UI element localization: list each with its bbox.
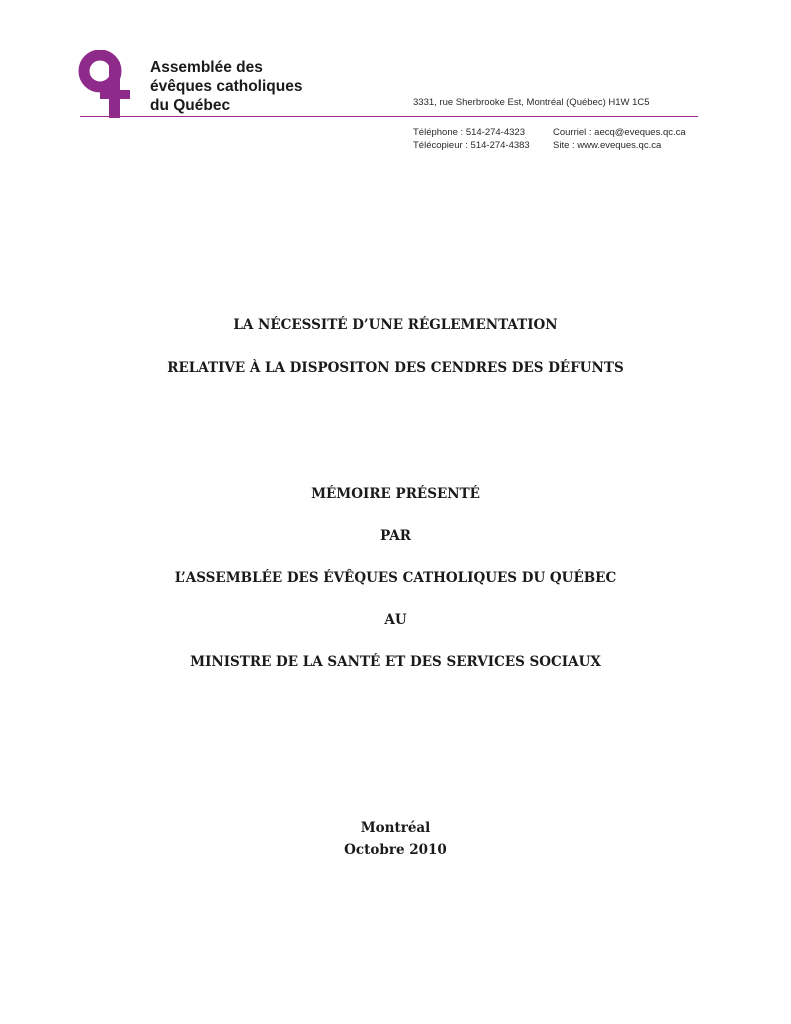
telephone: Téléphone : 514-274-4323 xyxy=(413,127,525,138)
memoire-line-5: MINISTRE DE LA SANTÉ ET DES SERVICES SOCIAUX xyxy=(190,654,601,670)
website: Site : www.eveques.qc.ca xyxy=(553,140,662,151)
address: 3331, rue Sherbrooke Est, Montréal (Québec) H1W 1C5 xyxy=(413,97,650,108)
memoire-line-4: AU xyxy=(384,612,407,628)
header-divider xyxy=(80,116,698,117)
title-line-1: LA NÉCESSITÉ D’UNE RÉGLEMENTATION xyxy=(233,317,558,333)
contact-block xyxy=(413,126,686,152)
org-name-line-3: du Québec xyxy=(150,97,231,114)
aecq-logo-icon xyxy=(78,50,130,118)
footer-date: Octobre 2010 xyxy=(344,842,447,858)
footer-place: Montréal xyxy=(360,820,431,836)
org-name xyxy=(150,58,302,115)
memoire-line-2: PAR xyxy=(380,528,411,544)
email: Courriel : aecq@eveques.qc.ca xyxy=(553,127,686,138)
memoire-line-3: L’ASSEMBLÉE DES ÉVÊQUES CATHOLIQUES DU QUÉBEC xyxy=(174,570,617,586)
title-line-2: RELATIVE À LA DISPOSITON DES CENDRES DES DÉFUNTS xyxy=(167,360,624,376)
memoire-line-1: MÉMOIRE PRÉSENTÉ xyxy=(311,486,480,502)
org-name-line-1: Assemblée des xyxy=(150,59,263,76)
fax: Télécopieur : 514-274-4383 xyxy=(413,140,530,151)
org-name-line-2: évêques catholiques xyxy=(150,78,303,95)
